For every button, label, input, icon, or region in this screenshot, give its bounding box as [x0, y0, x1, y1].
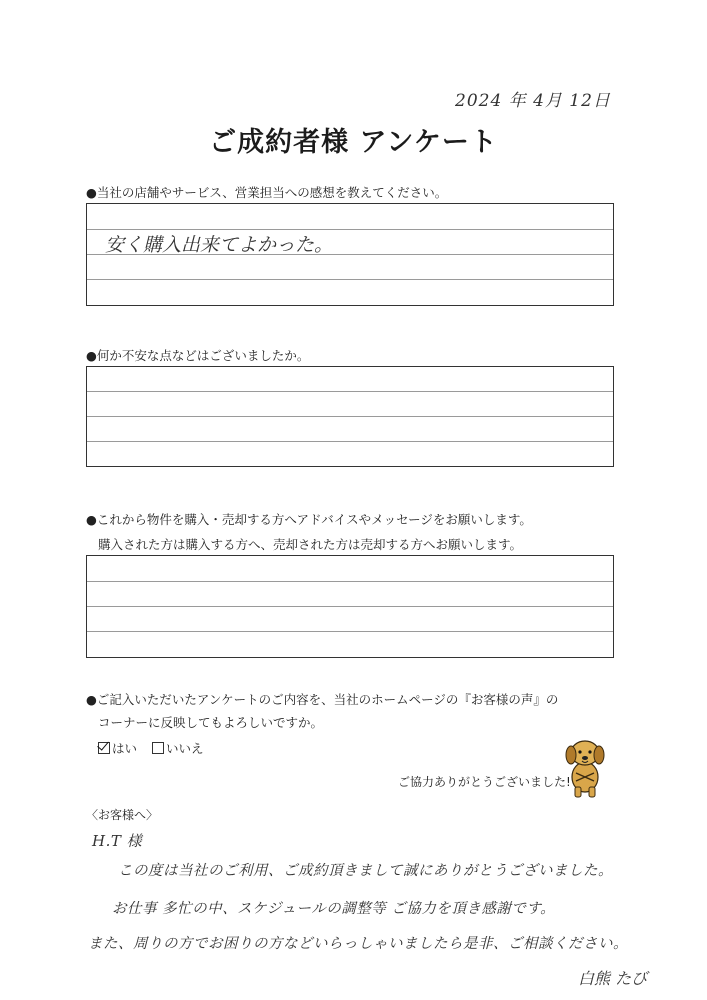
ruled-line: [87, 416, 613, 417]
checkbox-no[interactable]: [152, 742, 164, 754]
option-no-label: いいえ: [166, 741, 204, 756]
message-line-3: また、周りの方でお困りの方などいらっしゃいましたら是非、ご相談ください。: [88, 936, 628, 952]
answer-1-text: 安く購入出来てよかった。: [105, 234, 334, 256]
dog-mascot-icon: [560, 735, 610, 799]
ruled-line: [87, 441, 613, 442]
answer-box-3[interactable]: [86, 555, 614, 658]
question-4: ●ご記入いただいたアンケートのご内容を、当社のホームページの『お客様の声』の: [86, 692, 559, 707]
answer-box-1[interactable]: [86, 203, 614, 306]
ruled-line: [87, 631, 613, 632]
option-yes[interactable]: [98, 739, 137, 757]
question-2: ●何か不安な点などはございましたか。: [86, 348, 310, 363]
message-line-2: お仕事 多忙の中、スケジュールの調整等 ご協力を頂き感謝です。: [112, 901, 556, 917]
survey-date: 2024 年 4月 12日: [455, 91, 611, 111]
thanks-message: ご協力ありがとうございました!: [398, 775, 571, 789]
customer-label: 〈お客様へ〉: [86, 808, 159, 822]
ruled-line: [87, 606, 613, 607]
ruled-line: [87, 391, 613, 392]
question-1: ●当社の店舗やサービス、営業担当への感想を教えてください。: [86, 185, 448, 200]
question-3-sub: 購入された方は購入する方へ、売却された方は売却する方へお願いします。: [98, 537, 523, 552]
option-yes-label: はい: [112, 741, 138, 756]
message-line-1: この度は当社のご利用、ご成約頂きまして誠にありがとうございました。: [118, 863, 613, 879]
question-4-line2: コーナーに反映してもよろしいですか。: [98, 715, 324, 730]
signature: 白熊 たび: [578, 969, 648, 988]
answer-box-2[interactable]: [86, 366, 614, 467]
question-3: ●これから物件を購入・売却する方へアドバイスやメッセージをお願いします。: [86, 512, 532, 527]
ruled-line: [87, 279, 613, 280]
option-no[interactable]: [152, 739, 204, 757]
checkbox-yes[interactable]: [98, 742, 110, 754]
salutation: H.T 様: [92, 832, 143, 850]
page-title: ご成約者様 アンケート: [209, 127, 498, 158]
ruled-line: [87, 581, 613, 582]
